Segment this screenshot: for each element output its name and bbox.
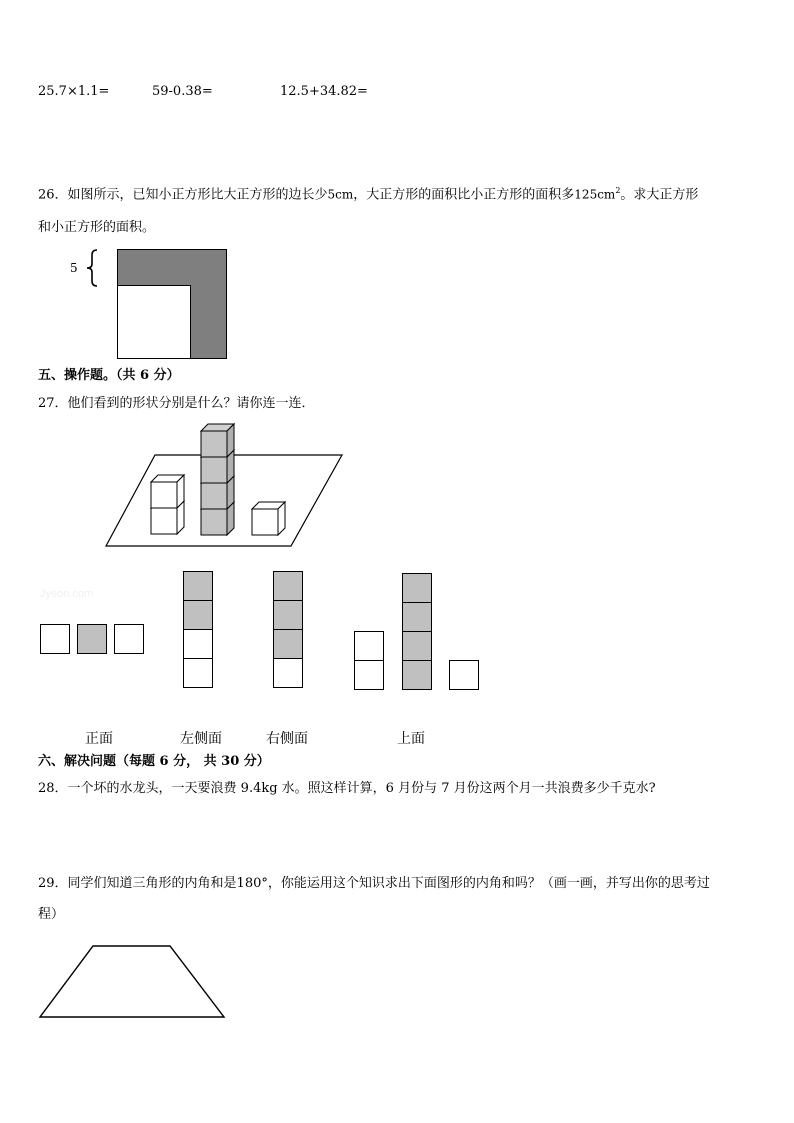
- equation-3: 12.5+34.82=: [280, 84, 368, 99]
- view-a-cell: [114, 624, 144, 654]
- brace-icon: [84, 248, 100, 288]
- view-b-cell: [183, 600, 213, 630]
- view-b-cell: [183, 629, 213, 659]
- q26-figure-label: 5: [70, 261, 78, 275]
- view-a-cell: [77, 624, 107, 654]
- view-label-front: 正面: [85, 731, 113, 747]
- view-b-cell: [183, 658, 213, 688]
- view-d-cell: [402, 660, 432, 690]
- view-d-cell: [354, 660, 384, 690]
- view-label-right: 右侧面: [266, 731, 308, 747]
- q26-superscript: 2: [615, 186, 621, 195]
- q26-value-125: 125cm: [574, 187, 616, 202]
- view-c-cell: [273, 629, 303, 659]
- section6-heading: 六、解决问题（每题 6 分， 共 30 分）: [38, 754, 270, 769]
- watermark: Jyeoo.com: [40, 588, 94, 600]
- view-c-cell: [273, 600, 303, 630]
- q26-value-5cm: 5cm: [327, 187, 354, 202]
- q29-line1: 29．同学们知道三角形的内角和是180°，你能运用这个知识求出下面图形的内角和吗？（画一画，并写出你的思考过: [38, 876, 710, 891]
- view-c-cell: [273, 658, 303, 688]
- q26-line1: [38, 183, 698, 203]
- view-b-cell: [183, 571, 213, 601]
- view-d-cell: [402, 573, 432, 603]
- view-d-cell: [402, 602, 432, 632]
- q28-text: 28．一个坏的水龙头，一天要浪费 9.4kg 水。照这样计算，6 月份与 7 月份这两个月一共浪费多少千克水?: [38, 781, 656, 796]
- q26-text-e: 。求大正方形: [620, 187, 699, 203]
- cube: [252, 502, 285, 535]
- equation-2: 59-0.38=: [152, 84, 213, 99]
- trapezoid-figure: [0, 940, 794, 1030]
- view-d-cell: [402, 631, 432, 661]
- view-d-cell: [354, 631, 384, 661]
- small-square: [117, 285, 191, 359]
- q29-line2: 程）: [38, 907, 65, 922]
- equation-1: 25.7×1.1=: [38, 84, 110, 99]
- view-a-cell: [40, 624, 70, 654]
- view-label-left: 左侧面: [180, 731, 222, 747]
- q26-line2: 和小正方形的面积。: [38, 220, 156, 235]
- cube: [151, 475, 184, 508]
- q27-text: 27．他们看到的形状分别是什么？请你连一连．: [38, 396, 315, 411]
- q26-text-a: 26．如图所示，已知小正方形比大正方形的边长少: [38, 187, 328, 203]
- cube: [201, 424, 234, 457]
- cube-stack-figure: [0, 420, 794, 580]
- q26-text-c: ，大正方形的面积比小正方形的面积多: [353, 187, 575, 203]
- view-c-cell: [273, 571, 303, 601]
- view-d-cell: [449, 660, 479, 690]
- section5-heading: 五、操作题。（共 6 分）: [38, 368, 180, 383]
- view-label-top: 上面: [397, 731, 425, 747]
